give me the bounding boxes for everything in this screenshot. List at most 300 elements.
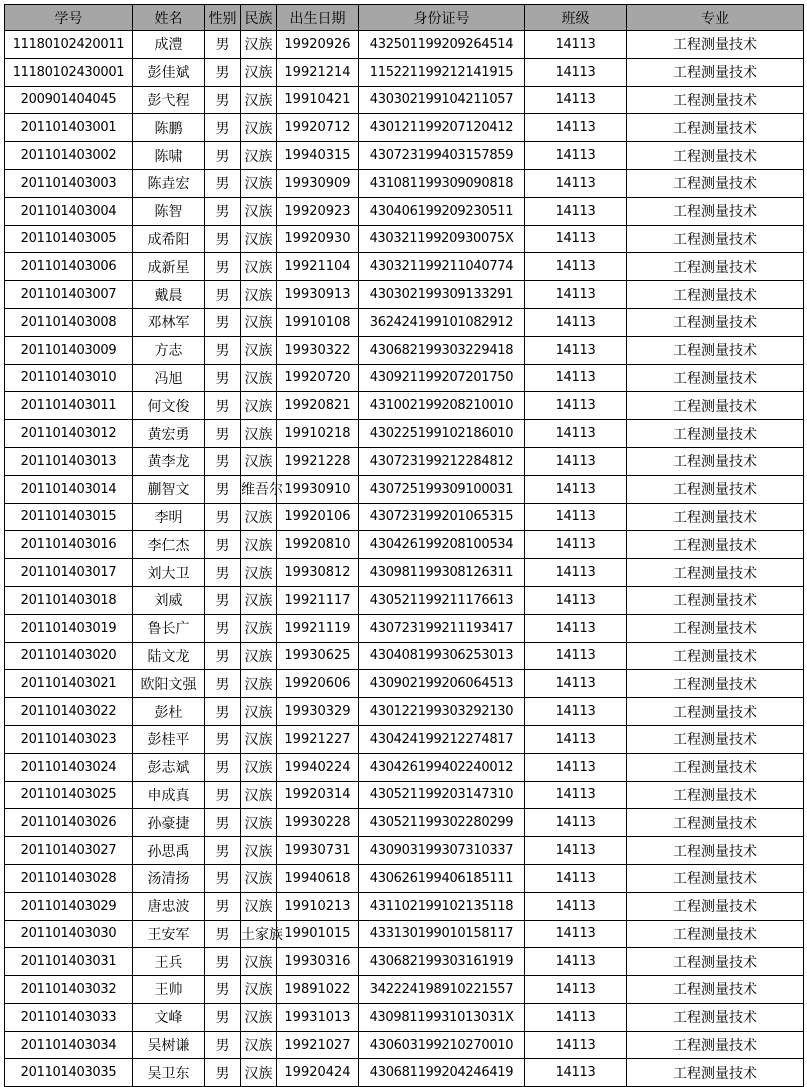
table-row — [5, 447, 804, 475]
id-card-number-cell: 430424199212274817 — [359, 725, 525, 753]
class-cell: 14113 — [525, 948, 627, 976]
ethnicity-cell: 汉族 — [241, 1031, 277, 1059]
name-cell: 文峰 — [133, 1003, 205, 1031]
table-row — [5, 281, 804, 309]
major-cell: 工程测量技术 — [627, 586, 804, 614]
name-cell: 吴卫东 — [133, 1059, 205, 1087]
name-cell: 陈啸 — [133, 142, 205, 170]
birth-date-cell: 19920821 — [277, 392, 359, 420]
name-cell: 汤清扬 — [133, 864, 205, 892]
name-cell: 孙思禹 — [133, 837, 205, 865]
ethnicity-cell: 汉族 — [241, 698, 277, 726]
ethnicity-cell: 汉族 — [241, 642, 277, 670]
table-row — [5, 948, 804, 976]
class-cell: 14113 — [525, 392, 627, 420]
birth-date-cell: 19921228 — [277, 447, 359, 475]
name-cell: 彭志斌 — [133, 753, 205, 781]
class-cell: 14113 — [525, 1031, 627, 1059]
id-card-number-cell: 430225199102186010 — [359, 420, 525, 448]
ethnicity-cell: 汉族 — [241, 308, 277, 336]
gender-cell: 男 — [205, 169, 241, 197]
id-card-number-cell: 430903199307310337 — [359, 837, 525, 865]
class-cell: 14113 — [525, 753, 627, 781]
major-cell: 工程测量技术 — [627, 420, 804, 448]
id-card-number-cell: 431002199208210010 — [359, 392, 525, 420]
gender-cell: 男 — [205, 475, 241, 503]
birth-date-cell: 19940224 — [277, 753, 359, 781]
birth-date-cell: 19920926 — [277, 31, 359, 59]
class-cell: 14113 — [525, 864, 627, 892]
gender-cell: 男 — [205, 976, 241, 1004]
id-card-number-cell: 430626199406185111 — [359, 864, 525, 892]
header-birth-date: 出生日期 — [277, 5, 359, 31]
student-id-cell: 201101403019 — [5, 614, 133, 642]
birth-date-cell: 19930731 — [277, 837, 359, 865]
student-roster-table — [4, 4, 804, 1087]
major-cell: 工程测量技术 — [627, 364, 804, 392]
major-cell: 工程测量技术 — [627, 809, 804, 837]
table-row — [5, 1059, 804, 1087]
student-id-cell: 201101403001 — [5, 114, 133, 142]
id-card-number-cell: 430725199309100031 — [359, 475, 525, 503]
ethnicity-cell: 汉族 — [241, 1059, 277, 1087]
ethnicity-cell: 汉族 — [241, 281, 277, 309]
ethnicity-cell: 汉族 — [241, 420, 277, 448]
gender-cell: 男 — [205, 725, 241, 753]
name-cell: 方志 — [133, 336, 205, 364]
name-cell: 唐忠波 — [133, 892, 205, 920]
student-id-cell: 201101403006 — [5, 253, 133, 281]
name-cell: 彭佳斌 — [133, 58, 205, 86]
name-cell: 冯旭 — [133, 364, 205, 392]
gender-cell: 男 — [205, 837, 241, 865]
id-card-number-cell: 430682199303229418 — [359, 336, 525, 364]
gender-cell: 男 — [205, 698, 241, 726]
student-id-cell: 201101403035 — [5, 1059, 133, 1087]
table-row — [5, 475, 804, 503]
ethnicity-cell: 汉族 — [241, 809, 277, 837]
ethnicity-cell: 汉族 — [241, 503, 277, 531]
ethnicity-cell: 汉族 — [241, 670, 277, 698]
class-cell: 14113 — [525, 892, 627, 920]
name-cell: 成希阳 — [133, 225, 205, 253]
id-card-number-cell: 430723199403157859 — [359, 142, 525, 170]
id-card-number-cell: 430723199212284812 — [359, 447, 525, 475]
table-row — [5, 392, 804, 420]
ethnicity-cell: 汉族 — [241, 781, 277, 809]
student-id-cell: 11180102430001 — [5, 58, 133, 86]
major-cell: 工程测量技术 — [627, 976, 804, 1004]
name-cell: 陈鹏 — [133, 114, 205, 142]
ethnicity-cell: 汉族 — [241, 531, 277, 559]
table-row — [5, 86, 804, 114]
birth-date-cell: 19910421 — [277, 86, 359, 114]
id-card-number-cell: 430408199306253013 — [359, 642, 525, 670]
id-card-number-cell: 430603199210270010 — [359, 1031, 525, 1059]
major-cell: 工程测量技术 — [627, 142, 804, 170]
birth-date-cell: 19921117 — [277, 586, 359, 614]
gender-cell: 男 — [205, 920, 241, 948]
gender-cell: 男 — [205, 781, 241, 809]
id-card-number-cell: 430302199309133291 — [359, 281, 525, 309]
birth-date-cell: 19920720 — [277, 364, 359, 392]
id-card-number-cell: 430121199207120412 — [359, 114, 525, 142]
birth-date-cell: 19940618 — [277, 864, 359, 892]
header-gender: 性别 — [205, 5, 241, 31]
student-id-cell: 201101403031 — [5, 948, 133, 976]
header-major: 专业 — [627, 5, 804, 31]
id-card-number-cell: 43032119920930075X — [359, 225, 525, 253]
header-ethnicity: 民族 — [241, 5, 277, 31]
class-cell: 14113 — [525, 531, 627, 559]
id-card-number-cell: 115221199212141915 — [359, 58, 525, 86]
student-id-cell: 201101403013 — [5, 447, 133, 475]
major-cell: 工程测量技术 — [627, 503, 804, 531]
name-cell: 吴树谦 — [133, 1031, 205, 1059]
id-card-number-cell: 362424199101082912 — [359, 308, 525, 336]
name-cell: 黄李龙 — [133, 447, 205, 475]
table-row — [5, 531, 804, 559]
birth-date-cell: 19910213 — [277, 892, 359, 920]
table-row — [5, 336, 804, 364]
ethnicity-cell: 汉族 — [241, 1003, 277, 1031]
class-cell: 14113 — [525, 586, 627, 614]
birth-date-cell: 19921027 — [277, 1031, 359, 1059]
birth-date-cell: 19920106 — [277, 503, 359, 531]
major-cell: 工程测量技术 — [627, 920, 804, 948]
major-cell: 工程测量技术 — [627, 225, 804, 253]
major-cell: 工程测量技术 — [627, 781, 804, 809]
student-id-cell: 201101403020 — [5, 642, 133, 670]
class-cell: 14113 — [525, 1003, 627, 1031]
table-row — [5, 58, 804, 86]
gender-cell: 男 — [205, 809, 241, 837]
student-id-cell: 201101403017 — [5, 559, 133, 587]
student-id-cell: 201101403030 — [5, 920, 133, 948]
id-card-number-cell: 430682199303161919 — [359, 948, 525, 976]
gender-cell: 男 — [205, 336, 241, 364]
gender-cell: 男 — [205, 864, 241, 892]
class-cell: 14113 — [525, 169, 627, 197]
major-cell: 工程测量技术 — [627, 281, 804, 309]
ethnicity-cell: 汉族 — [241, 58, 277, 86]
birth-date-cell: 19930322 — [277, 336, 359, 364]
table-row — [5, 920, 804, 948]
name-cell: 刘大卫 — [133, 559, 205, 587]
table-row — [5, 698, 804, 726]
student-id-cell: 201101403027 — [5, 837, 133, 865]
major-cell: 工程测量技术 — [627, 31, 804, 59]
class-cell: 14113 — [525, 920, 627, 948]
student-id-cell: 201101403004 — [5, 197, 133, 225]
birth-date-cell: 19930909 — [277, 169, 359, 197]
student-id-cell: 201101403026 — [5, 809, 133, 837]
gender-cell: 男 — [205, 948, 241, 976]
student-id-cell: 201101403012 — [5, 420, 133, 448]
id-card-number-cell: 430406199209230511 — [359, 197, 525, 225]
class-cell: 14113 — [525, 281, 627, 309]
table-row — [5, 753, 804, 781]
id-card-number-cell: 430122199303292130 — [359, 698, 525, 726]
name-cell: 邓林军 — [133, 308, 205, 336]
table-row — [5, 31, 804, 59]
class-cell: 14113 — [525, 58, 627, 86]
gender-cell: 男 — [205, 447, 241, 475]
name-cell: 蒯智文 — [133, 475, 205, 503]
table-row — [5, 364, 804, 392]
student-id-cell: 201101403008 — [5, 308, 133, 336]
table-row — [5, 308, 804, 336]
name-cell: 刘威 — [133, 586, 205, 614]
id-card-number-cell: 430426199208100534 — [359, 531, 525, 559]
id-card-number-cell: 430921199207201750 — [359, 364, 525, 392]
header-row — [5, 5, 804, 31]
student-id-cell: 201101403011 — [5, 392, 133, 420]
gender-cell: 男 — [205, 1031, 241, 1059]
id-card-number-cell: 431081199309090818 — [359, 169, 525, 197]
student-id-cell: 201101403029 — [5, 892, 133, 920]
ethnicity-cell: 汉族 — [241, 253, 277, 281]
major-cell: 工程测量技术 — [627, 753, 804, 781]
student-id-cell: 201101403016 — [5, 531, 133, 559]
table-row — [5, 614, 804, 642]
ethnicity-cell: 汉族 — [241, 559, 277, 587]
student-id-cell: 201101403021 — [5, 670, 133, 698]
major-cell: 工程测量技术 — [627, 392, 804, 420]
birth-date-cell: 19930228 — [277, 809, 359, 837]
major-cell: 工程测量技术 — [627, 308, 804, 336]
id-card-number-cell: 432501199209264514 — [359, 31, 525, 59]
id-card-number-cell: 430981199308126311 — [359, 559, 525, 587]
ethnicity-cell: 汉族 — [241, 586, 277, 614]
ethnicity-cell: 汉族 — [241, 169, 277, 197]
major-cell: 工程测量技术 — [627, 253, 804, 281]
major-cell: 工程测量技术 — [627, 614, 804, 642]
birth-date-cell: 19920314 — [277, 781, 359, 809]
class-cell: 14113 — [525, 114, 627, 142]
class-cell: 14113 — [525, 86, 627, 114]
table-row — [5, 725, 804, 753]
ethnicity-cell: 汉族 — [241, 31, 277, 59]
ethnicity-cell: 汉族 — [241, 364, 277, 392]
table-row — [5, 864, 804, 892]
gender-cell: 男 — [205, 58, 241, 86]
gender-cell: 男 — [205, 142, 241, 170]
student-id-cell: 201101403034 — [5, 1031, 133, 1059]
name-cell: 成澧 — [133, 31, 205, 59]
gender-cell: 男 — [205, 670, 241, 698]
header-id-card-number: 身份证号 — [359, 5, 525, 31]
birth-date-cell: 19901015 — [277, 920, 359, 948]
major-cell: 工程测量技术 — [627, 1003, 804, 1031]
gender-cell: 男 — [205, 31, 241, 59]
class-cell: 14113 — [525, 253, 627, 281]
student-id-cell: 201101403009 — [5, 336, 133, 364]
major-cell: 工程测量技术 — [627, 864, 804, 892]
major-cell: 工程测量技术 — [627, 698, 804, 726]
id-card-number-cell: 430426199402240012 — [359, 753, 525, 781]
major-cell: 工程测量技术 — [627, 531, 804, 559]
table-row — [5, 420, 804, 448]
gender-cell: 男 — [205, 892, 241, 920]
class-cell: 14113 — [525, 837, 627, 865]
table-row — [5, 1003, 804, 1031]
gender-cell: 男 — [205, 642, 241, 670]
ethnicity-cell: 汉族 — [241, 864, 277, 892]
table-row — [5, 670, 804, 698]
student-id-cell: 201101403018 — [5, 586, 133, 614]
birth-date-cell: 19930316 — [277, 948, 359, 976]
major-cell: 工程测量技术 — [627, 336, 804, 364]
id-card-number-cell: 430521199211176613 — [359, 586, 525, 614]
birth-date-cell: 19930625 — [277, 642, 359, 670]
table-row — [5, 809, 804, 837]
birth-date-cell: 19930812 — [277, 559, 359, 587]
name-cell: 鲁长广 — [133, 614, 205, 642]
birth-date-cell: 19921119 — [277, 614, 359, 642]
gender-cell: 男 — [205, 559, 241, 587]
header-class: 班级 — [525, 5, 627, 31]
student-id-cell: 201101403003 — [5, 169, 133, 197]
major-cell: 工程测量技术 — [627, 725, 804, 753]
name-cell: 王安军 — [133, 920, 205, 948]
major-cell: 工程测量技术 — [627, 1059, 804, 1087]
birth-date-cell: 19921104 — [277, 253, 359, 281]
gender-cell: 男 — [205, 753, 241, 781]
table-row — [5, 1031, 804, 1059]
birth-date-cell: 19920923 — [277, 197, 359, 225]
gender-cell: 男 — [205, 364, 241, 392]
student-id-cell: 201101403032 — [5, 976, 133, 1004]
student-id-cell: 201101403022 — [5, 698, 133, 726]
class-cell: 14113 — [525, 670, 627, 698]
class-cell: 14113 — [525, 559, 627, 587]
birth-date-cell: 19920712 — [277, 114, 359, 142]
gender-cell: 男 — [205, 614, 241, 642]
major-cell: 工程测量技术 — [627, 1031, 804, 1059]
id-card-number-cell: 43098119931013031X — [359, 1003, 525, 1031]
class-cell: 14113 — [525, 31, 627, 59]
table-row — [5, 503, 804, 531]
ethnicity-cell: 汉族 — [241, 142, 277, 170]
gender-cell: 男 — [205, 225, 241, 253]
gender-cell: 男 — [205, 392, 241, 420]
student-id-cell: 11180102420011 — [5, 31, 133, 59]
class-cell: 14113 — [525, 447, 627, 475]
gender-cell: 男 — [205, 586, 241, 614]
student-id-cell: 201101403015 — [5, 503, 133, 531]
name-cell: 陆文龙 — [133, 642, 205, 670]
table-row — [5, 642, 804, 670]
id-card-number-cell: 430302199104211057 — [359, 86, 525, 114]
ethnicity-cell: 土家族 — [241, 920, 277, 948]
student-id-cell: 201101403002 — [5, 142, 133, 170]
birth-date-cell: 19910108 — [277, 308, 359, 336]
major-cell: 工程测量技术 — [627, 892, 804, 920]
student-id-cell: 201101403024 — [5, 753, 133, 781]
major-cell: 工程测量技术 — [627, 837, 804, 865]
id-card-number-cell: 431102199102135118 — [359, 892, 525, 920]
name-cell: 孙豪捷 — [133, 809, 205, 837]
gender-cell: 男 — [205, 197, 241, 225]
ethnicity-cell: 汉族 — [241, 447, 277, 475]
gender-cell: 男 — [205, 308, 241, 336]
table-row — [5, 586, 804, 614]
name-cell: 李仁杰 — [133, 531, 205, 559]
class-cell: 14113 — [525, 614, 627, 642]
ethnicity-cell: 汉族 — [241, 225, 277, 253]
class-cell: 14113 — [525, 725, 627, 753]
header-student-id: 学号 — [5, 5, 133, 31]
birth-date-cell: 19930910 — [277, 475, 359, 503]
name-cell: 成新星 — [133, 253, 205, 281]
ethnicity-cell: 汉族 — [241, 948, 277, 976]
id-card-number-cell: 430321199211040774 — [359, 253, 525, 281]
major-cell: 工程测量技术 — [627, 58, 804, 86]
class-cell: 14113 — [525, 781, 627, 809]
major-cell: 工程测量技术 — [627, 86, 804, 114]
ethnicity-cell: 汉族 — [241, 725, 277, 753]
table-row — [5, 225, 804, 253]
ethnicity-cell: 汉族 — [241, 614, 277, 642]
name-cell: 欧阳文强 — [133, 670, 205, 698]
id-card-number-cell: 433130199010158117 — [359, 920, 525, 948]
id-card-number-cell: 430521199203147310 — [359, 781, 525, 809]
major-cell: 工程测量技术 — [627, 642, 804, 670]
gender-cell: 男 — [205, 1059, 241, 1087]
major-cell: 工程测量技术 — [627, 114, 804, 142]
name-cell: 陈垚宏 — [133, 169, 205, 197]
id-card-number-cell: 430681199204246419 — [359, 1059, 525, 1087]
class-cell: 14113 — [525, 809, 627, 837]
gender-cell: 男 — [205, 86, 241, 114]
table-row — [5, 142, 804, 170]
birth-date-cell: 19920424 — [277, 1059, 359, 1087]
name-cell: 彭杜 — [133, 698, 205, 726]
id-card-number-cell: 430902199206064513 — [359, 670, 525, 698]
id-card-number-cell: 342224198910221557 — [359, 976, 525, 1004]
major-cell: 工程测量技术 — [627, 169, 804, 197]
student-id-cell: 201101403023 — [5, 725, 133, 753]
ethnicity-cell: 汉族 — [241, 976, 277, 1004]
student-id-cell: 201101403033 — [5, 1003, 133, 1031]
table-row — [5, 559, 804, 587]
ethnicity-cell: 汉族 — [241, 392, 277, 420]
class-cell: 14113 — [525, 197, 627, 225]
gender-cell: 男 — [205, 503, 241, 531]
birth-date-cell: 19921214 — [277, 58, 359, 86]
table-row — [5, 253, 804, 281]
student-id-cell: 201101403007 — [5, 281, 133, 309]
ethnicity-cell: 汉族 — [241, 753, 277, 781]
class-cell: 14113 — [525, 142, 627, 170]
name-cell: 彭弋程 — [133, 86, 205, 114]
birth-date-cell: 19920606 — [277, 670, 359, 698]
ethnicity-cell: 汉族 — [241, 197, 277, 225]
gender-cell: 男 — [205, 253, 241, 281]
student-id-cell: 200901404045 — [5, 86, 133, 114]
major-cell: 工程测量技术 — [627, 197, 804, 225]
ethnicity-cell: 汉族 — [241, 114, 277, 142]
ethnicity-cell: 汉族 — [241, 86, 277, 114]
class-cell: 14113 — [525, 420, 627, 448]
name-cell: 王兵 — [133, 948, 205, 976]
major-cell: 工程测量技术 — [627, 559, 804, 587]
birth-date-cell: 19931013 — [277, 1003, 359, 1031]
name-cell: 陈智 — [133, 197, 205, 225]
birth-date-cell: 19920930 — [277, 225, 359, 253]
major-cell: 工程测量技术 — [627, 447, 804, 475]
